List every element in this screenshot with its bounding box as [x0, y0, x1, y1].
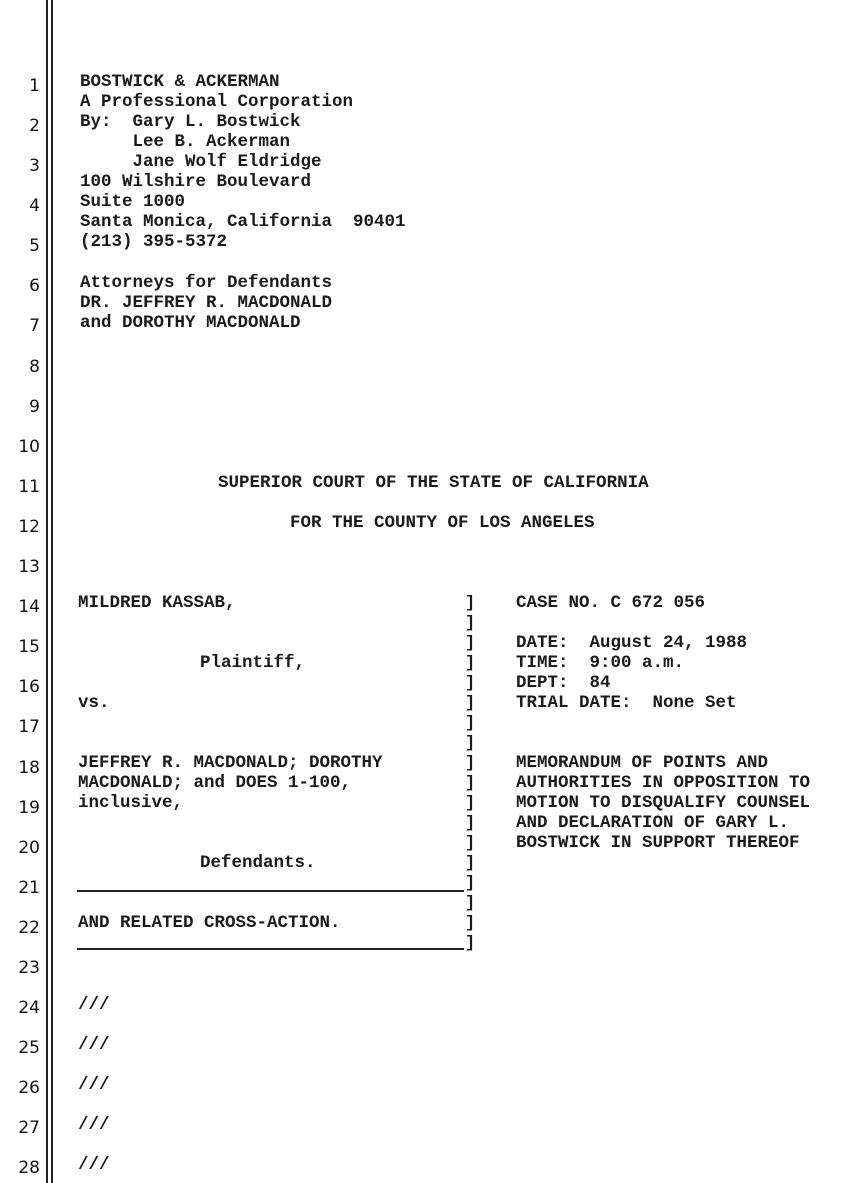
- continuation-mark: ///: [78, 1155, 110, 1175]
- hearing-dept: DEPT: 84: [516, 673, 611, 693]
- line-number: 17: [18, 717, 40, 737]
- caption-bracket: ]: [465, 774, 476, 793]
- firm-suite: Suite 1000: [80, 192, 186, 212]
- line-number: 25: [18, 1038, 40, 1058]
- plaintiff-name: MILDRED KASSAB,: [78, 593, 236, 613]
- defendants-names: inclusive,: [78, 793, 184, 813]
- continuation-mark: ///: [78, 1035, 110, 1055]
- line-number: 15: [18, 637, 40, 657]
- line-number: 19: [18, 798, 40, 818]
- line-number: 28: [18, 1158, 40, 1178]
- versus: vs.: [78, 693, 110, 713]
- document-title-line: AND DECLARATION OF GARY L.: [516, 813, 790, 833]
- document-title-line: MOTION TO DISQUALIFY COUNSEL: [516, 793, 811, 813]
- court-county: FOR THE COUNTY OF LOS ANGELES: [290, 513, 595, 533]
- document-title-line: MEMORANDUM OF POINTS AND: [516, 753, 769, 773]
- client-name: and DOROTHY MACDONALD: [80, 313, 301, 333]
- line-number: 22: [18, 918, 40, 938]
- line-number: 14: [18, 597, 40, 617]
- line-number: 8: [29, 357, 40, 377]
- line-number: 11: [18, 477, 40, 497]
- line-number: 6: [29, 276, 40, 296]
- caption-divider: [77, 890, 464, 892]
- document-title-line: BOSTWICK IN SUPPORT THEREOF: [516, 833, 800, 853]
- line-number: 13: [18, 557, 40, 577]
- line-number: 18: [18, 758, 40, 778]
- line-number: 27: [18, 1118, 40, 1138]
- case-number: CASE NO. C 672 056: [516, 593, 706, 613]
- defendants-role: Defendants.: [200, 853, 316, 873]
- line-number: 5: [29, 236, 40, 256]
- document-title-line: AUTHORITIES IN OPPOSITION TO: [516, 773, 811, 793]
- margin-rule-inner: [51, 0, 53, 1183]
- plaintiff-role: Plaintiff,: [200, 653, 306, 673]
- caption-bracket: ]: [465, 874, 476, 893]
- continuation-mark: ///: [78, 1075, 110, 1095]
- caption-bracket: ]: [465, 754, 476, 773]
- caption-bracket: ]: [465, 694, 476, 713]
- trial-date: TRIAL DATE: None Set: [516, 693, 737, 713]
- attorneys-for-label: Attorneys for Defendants: [80, 273, 333, 293]
- line-number: 16: [18, 677, 40, 697]
- line-number: 1: [29, 76, 40, 96]
- continuation-mark: ///: [78, 1115, 110, 1135]
- line-number: 2: [29, 116, 40, 136]
- line-number: 20: [18, 838, 40, 858]
- caption-bracket: ]: [465, 714, 476, 733]
- caption-divider: [77, 948, 464, 950]
- line-number: 24: [18, 998, 40, 1018]
- line-number: 10: [18, 437, 40, 457]
- firm-by: By: Gary L. Bostwick: [80, 112, 301, 132]
- caption-bracket: ]: [465, 614, 476, 633]
- caption-bracket: ]: [465, 734, 476, 753]
- line-number: 23: [18, 958, 40, 978]
- caption-bracket: ]: [465, 854, 476, 873]
- line-number: 3: [29, 156, 40, 176]
- defendants-names: JEFFREY R. MACDONALD; DOROTHY: [78, 753, 383, 773]
- defendants-names: MACDONALD; and DOES 1-100,: [78, 773, 352, 793]
- hearing-time: TIME: 9:00 a.m.: [516, 653, 685, 673]
- margin-rule-outer: [46, 0, 48, 1183]
- firm-phone: (213) 395-5372: [80, 232, 228, 252]
- caption-bracket: ]: [465, 834, 476, 853]
- caption-bracket: ]: [465, 814, 476, 833]
- caption-bracket: ]: [465, 794, 476, 813]
- hearing-date: DATE: August 24, 1988: [516, 633, 748, 653]
- firm-street: 100 Wilshire Boulevard: [80, 172, 312, 192]
- firm-corp: A Professional Corporation: [80, 92, 354, 112]
- client-name: DR. JEFFREY R. MACDONALD: [80, 293, 333, 313]
- continuation-mark: ///: [78, 995, 110, 1015]
- firm-attorney: Lee B. Ackerman: [80, 132, 291, 152]
- firm-city: Santa Monica, California 90401: [80, 212, 406, 232]
- caption-bracket: ]: [465, 594, 476, 613]
- court-title: SUPERIOR COURT OF THE STATE OF CALIFORNIA: [218, 473, 649, 493]
- caption-bracket: ]: [465, 674, 476, 693]
- firm-attorney: Jane Wolf Eldridge: [80, 152, 322, 172]
- line-number: 21: [18, 878, 40, 898]
- line-number: 4: [29, 196, 40, 216]
- line-number: 26: [18, 1078, 40, 1098]
- line-number: 7: [29, 316, 40, 336]
- line-number: 12: [18, 517, 40, 537]
- caption-bracket: ]: [465, 934, 476, 953]
- caption-bracket: ]: [465, 894, 476, 913]
- caption-bracket: ]: [465, 634, 476, 653]
- firm-name: BOSTWICK & ACKERMAN: [80, 72, 280, 92]
- caption-bracket: ]: [465, 654, 476, 673]
- line-number: 9: [29, 397, 40, 417]
- caption-bracket: ]: [465, 914, 476, 933]
- related-action: AND RELATED CROSS-ACTION.: [78, 913, 341, 933]
